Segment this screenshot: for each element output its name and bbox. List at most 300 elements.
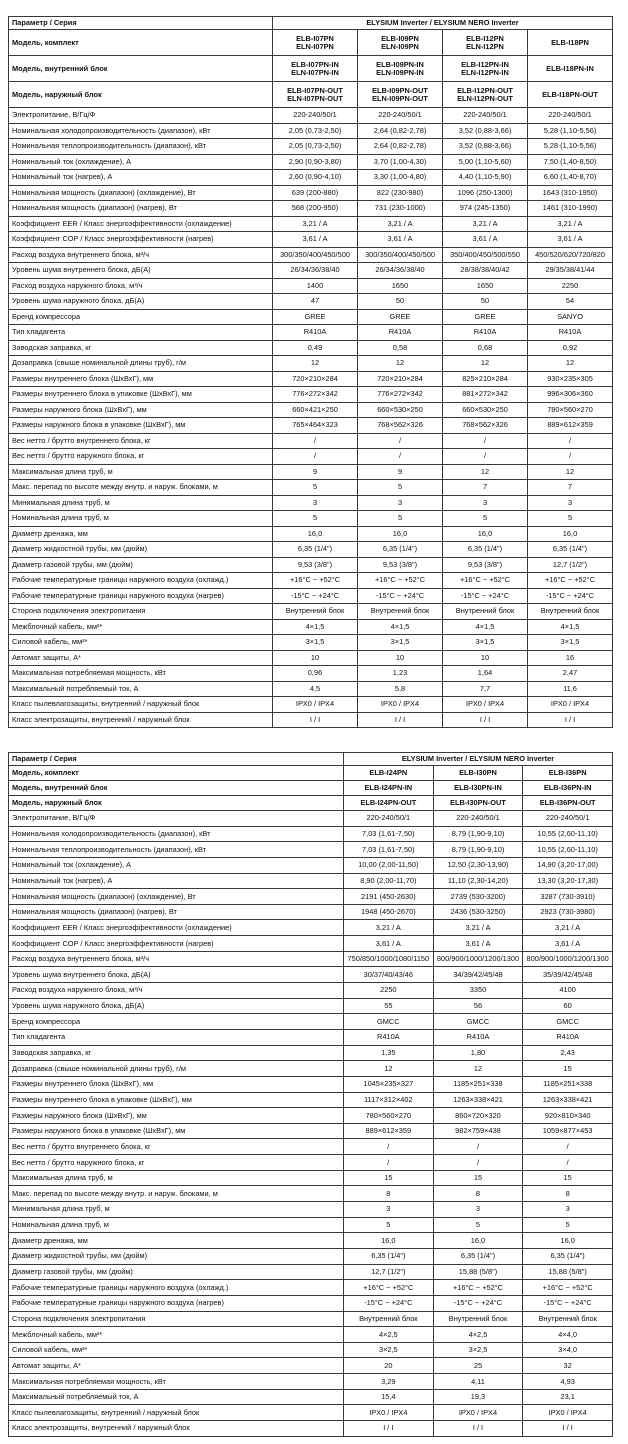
spec-value: 2,60 (0,90-4,10) xyxy=(273,170,358,186)
spec-value: 0,96 xyxy=(273,666,358,682)
spec-row xyxy=(9,1045,613,1061)
series-name: ELYSIUM Inverter / ELYSIUM NERO Inverter xyxy=(344,753,613,766)
spec-value: 2923 (730-3980) xyxy=(523,904,613,920)
spec-value: 56 xyxy=(433,998,523,1014)
spec-label: Силовой кабель, мм²* xyxy=(9,1342,344,1358)
spec-value: 60 xyxy=(523,998,613,1014)
spec-row xyxy=(9,1014,613,1030)
spec-value: 8 xyxy=(344,1186,434,1202)
spec-value: +16°C ~ +52°C xyxy=(273,573,358,589)
spec-value: 1045×235×327 xyxy=(344,1076,434,1092)
spec-value: 1059×877×453 xyxy=(523,1123,613,1139)
spec-label: Размеры наружного блока в упаковке (ШхВхГ), мм xyxy=(9,1123,344,1139)
spec-value: 10,55 (2,60-11,10) xyxy=(523,842,613,858)
spec-value: 2,05 (0,73-2,50) xyxy=(273,139,358,155)
model-header-row xyxy=(9,766,613,781)
spec-row xyxy=(9,216,613,232)
model-header-cell xyxy=(273,82,358,108)
spec-label: Размеры внутреннего блока (ШхВхГ), мм xyxy=(9,1076,344,1092)
spec-row xyxy=(9,371,613,387)
model-header-cell xyxy=(528,56,613,82)
spec-value: 12,7 (1/2") xyxy=(528,557,613,573)
spec-value: 1948 (450-2670) xyxy=(344,904,434,920)
spec-value: 2250 xyxy=(528,278,613,294)
spec-label: Тип хладагента xyxy=(9,1029,344,1045)
spec-value: SANYO xyxy=(528,309,613,325)
spec-value: 2,64 (0,82-2,78) xyxy=(358,139,443,155)
model-header-cell xyxy=(358,30,443,56)
spec-label: Размеры наружного блока (ШхВхГ), мм xyxy=(9,402,273,418)
model-header-row xyxy=(9,796,613,811)
spec-value: 3×4,0 xyxy=(523,1342,613,1358)
spec-value: -15°C ~ +24°C xyxy=(528,588,613,604)
spec-value: / xyxy=(443,449,528,465)
spec-value: 1263×338×421 xyxy=(433,1092,523,1108)
spec-value: 220-240/50/1 xyxy=(358,108,443,124)
spec-value: 6,60 (1,40-8,70) xyxy=(528,170,613,186)
spec-value: 6,35 (1/4") xyxy=(344,1248,434,1264)
spec-value: 3×2,5 xyxy=(344,1342,434,1358)
model-name: ELB-I09PN-IN xyxy=(376,59,424,69)
spec-row xyxy=(9,842,613,858)
spec-value: 800/900/1000/1200/1300 xyxy=(523,951,613,967)
spec-value: 3 xyxy=(443,495,528,511)
spec-value: R410A xyxy=(443,325,528,341)
spec-label: Минимальная длина труб, м xyxy=(9,495,273,511)
spec-row xyxy=(9,1358,613,1374)
model-name: ELB-I18PN xyxy=(551,37,589,47)
spec-value: 300/350/400/450/500 xyxy=(358,247,443,263)
model-header-label: Модель, наружный блок xyxy=(9,82,273,108)
spec-row xyxy=(9,1092,613,1108)
spec-value: 2191 (450-2630) xyxy=(344,889,434,905)
spec-value: 1643 (310-1950) xyxy=(528,185,613,201)
spec-row xyxy=(9,1108,613,1124)
spec-row xyxy=(9,1327,613,1343)
spec-value: 13,30 (3,20-17,30) xyxy=(523,873,613,889)
spec-value: 26/34/36/38/40 xyxy=(273,263,358,279)
spec-row xyxy=(9,1264,613,1280)
spec-value: 768×562×326 xyxy=(358,418,443,434)
spec-row xyxy=(9,904,613,920)
spec-value: 3×2,5 xyxy=(433,1342,523,1358)
spec-value: 568 (200-950) xyxy=(273,201,358,217)
model-name: ELB-I36PN-IN xyxy=(543,783,592,793)
spec-value: 450/520/620/720/820 xyxy=(528,247,613,263)
spec-value: 3 xyxy=(358,495,443,511)
spec-label: Класс электрозащиты, внутренний / наружный блок xyxy=(9,712,273,728)
spec-value: GMCC xyxy=(344,1014,434,1030)
spec-value: 10 xyxy=(443,650,528,666)
spec-value: 3×1,5 xyxy=(443,635,528,651)
spec-value: 8,79 (1,90-9,10) xyxy=(433,842,523,858)
spec-label: Уровень шума наружного блока, дБ(А) xyxy=(9,998,344,1014)
spec-label: Номинальная мощность (диапазон) (охлаждение), Вт xyxy=(9,889,344,905)
spec-label: Размеры внутреннего блока (ШхВхГ), мм xyxy=(9,371,273,387)
spec-value: 7,03 (1,61-7,50) xyxy=(344,842,434,858)
spec-value: Внутренний блок xyxy=(273,604,358,620)
model-header-cell xyxy=(523,781,613,796)
spec-row xyxy=(9,201,613,217)
spec-label: Межблочный кабель, мм²* xyxy=(9,619,273,635)
model-name: ELB-I30PN xyxy=(459,768,497,778)
spec-value: 9,53 (3/8") xyxy=(358,557,443,573)
spec-table-2-body xyxy=(9,753,613,1437)
spec-value: 3×1,5 xyxy=(273,635,358,651)
spec-row xyxy=(9,1280,613,1296)
spec-value: 780×560×270 xyxy=(344,1108,434,1124)
spec-value: 54 xyxy=(528,294,613,310)
model-name: ELB-I36PN xyxy=(548,768,587,778)
spec-row xyxy=(9,697,613,713)
spec-row xyxy=(9,1295,613,1311)
spec-row xyxy=(9,1233,613,1249)
spec-value: 12 xyxy=(443,464,528,480)
spec-value: 881×272×342 xyxy=(443,387,528,403)
spec-value: 4×4,0 xyxy=(523,1327,613,1343)
spec-label: Максимальный потребляемый ток, А xyxy=(9,681,273,697)
spec-label: Диаметр жидкостной трубы, мм (дюйм) xyxy=(9,542,273,558)
spec-value: 15 xyxy=(523,1170,613,1186)
spec-label: Коэффициент EER / Класс энергоэффективности (охлаждение) xyxy=(9,216,273,232)
spec-value: 220-240/50/1 xyxy=(528,108,613,124)
model-name: ELB-I12PN-IN xyxy=(461,59,509,69)
spec-label: Номинальная мощность (диапазон) (охлаждение), Вт xyxy=(9,185,273,201)
spec-value: / xyxy=(273,449,358,465)
spec-value: 889×612×359 xyxy=(528,418,613,434)
spec-value: 6,35 (1/4") xyxy=(528,542,613,558)
spec-value: 996×306×360 xyxy=(528,387,613,403)
spec-value: 6,35 (1/4") xyxy=(523,1248,613,1264)
spec-row xyxy=(9,1029,613,1045)
spec-value: 34/39/42/45/48 xyxy=(433,967,523,983)
model-name: ELB-I24PN-IN xyxy=(364,783,413,793)
spec-value: / xyxy=(523,1155,613,1171)
spec-value: 3,61 / A xyxy=(443,232,528,248)
spec-row xyxy=(9,464,613,480)
spec-value: 860×720×320 xyxy=(433,1108,523,1124)
spec-value: 5 xyxy=(443,511,528,527)
spec-value: 822 (230-980) xyxy=(358,185,443,201)
model-name: ELB-I24PN-OUT xyxy=(360,798,417,808)
spec-value: 4×1,5 xyxy=(273,619,358,635)
spec-value: 0,68 xyxy=(443,340,528,356)
spec-value: I / I xyxy=(344,1420,434,1436)
model-header-cell xyxy=(433,781,523,796)
spec-label: Минимальная длина труб, м xyxy=(9,1202,344,1218)
spec-value: 3,70 (1,00-4,30) xyxy=(358,154,443,170)
spec-value: 3 xyxy=(433,1202,523,1218)
spec-label: Номинальная теплопроизводительность (диапазон), кВт xyxy=(9,139,273,155)
spec-row xyxy=(9,635,613,651)
spec-value: 776×272×342 xyxy=(273,387,358,403)
spec-value: 1,80 xyxy=(433,1045,523,1061)
spec-value: Внутренний блок xyxy=(358,604,443,620)
model-name: ELB-I12PN xyxy=(466,33,504,43)
spec-value: 4,5 xyxy=(273,681,358,697)
spec-row xyxy=(9,1342,613,1358)
spec-row xyxy=(9,1123,613,1139)
spec-row xyxy=(9,811,613,827)
model-name: ELN-I07PN xyxy=(296,41,334,51)
spec-value: 5,28 (1,10-5,56) xyxy=(528,139,613,155)
spec-value: / xyxy=(358,433,443,449)
spec-row xyxy=(9,123,613,139)
spec-label: Макс. перепад по высоте между внутр. и наруж. блоками, м xyxy=(9,1186,344,1202)
spec-value: IPX0 / IPX4 xyxy=(344,1405,434,1421)
spec-value: 220-240/50/1 xyxy=(433,811,523,827)
spec-value: IPX0 / IPX4 xyxy=(273,697,358,713)
spec-value: +16°C ~ +52°C xyxy=(433,1280,523,1296)
spec-value: 11,10 (2,30-14,20) xyxy=(433,873,523,889)
spec-value: 12,50 (2,30-13,90) xyxy=(433,857,523,873)
spec-value: 12 xyxy=(344,1061,434,1077)
spec-label: Вес нетто / брутто внутреннего блока, кг xyxy=(9,433,273,449)
spec-row xyxy=(9,1389,613,1405)
series-label: Параметр / Серия xyxy=(9,753,344,766)
spec-value: 15 xyxy=(433,1170,523,1186)
spec-row xyxy=(9,418,613,434)
spec-value: 1185×251×338 xyxy=(433,1076,523,1092)
spec-value: 982×759×438 xyxy=(433,1123,523,1139)
spec-value: 1650 xyxy=(443,278,528,294)
spec-value: 16,0 xyxy=(528,526,613,542)
model-header-cell xyxy=(443,56,528,82)
spec-value: 1,64 xyxy=(443,666,528,682)
spec-value: 26/34/36/38/40 xyxy=(358,263,443,279)
spec-row xyxy=(9,170,613,186)
spec-value: 16,0 xyxy=(273,526,358,542)
spec-value: 10 xyxy=(273,650,358,666)
spec-label: Дозаправка (свыше номинальной длины труб), г/м xyxy=(9,356,273,372)
model-name: ELB-I12PN-OUT xyxy=(457,85,513,95)
spec-label: Диаметр газовой трубы, мм (дюйм) xyxy=(9,1264,344,1280)
model-name: ELN-I07PN-OUT xyxy=(287,93,343,103)
spec-label: Уровень шума внутреннего блока, дБ(А) xyxy=(9,967,344,983)
spec-value: 0,58 xyxy=(358,340,443,356)
spec-value: 10,00 (2,00-11,50) xyxy=(344,857,434,873)
spec-value: 720×210×284 xyxy=(358,371,443,387)
spec-value: 1,23 xyxy=(358,666,443,682)
spec-value: / xyxy=(528,433,613,449)
spec-value: -15°C ~ +24°C xyxy=(523,1295,613,1311)
spec-value: 889×612×359 xyxy=(344,1123,434,1139)
spec-value: -15°C ~ +24°C xyxy=(433,1295,523,1311)
model-name: ELB-I07PN xyxy=(296,33,334,43)
spec-value: 9 xyxy=(273,464,358,480)
spec-row xyxy=(9,1374,613,1390)
spec-value: 5 xyxy=(358,511,443,527)
spec-value: I / I xyxy=(433,1420,523,1436)
spec-value: IPX0 / IPX4 xyxy=(358,697,443,713)
spec-value: 29/35/38/41/44 xyxy=(528,263,613,279)
model-header-row xyxy=(9,56,613,82)
spec-label: Размеры внутреннего блока в упаковке (ШхВхГ), мм xyxy=(9,387,273,403)
spec-label: Номинальная длина труб, м xyxy=(9,511,273,527)
spec-value: 25 xyxy=(433,1358,523,1374)
spec-value: IPX0 / IPX4 xyxy=(528,697,613,713)
model-header-cell xyxy=(358,82,443,108)
spec-row xyxy=(9,681,613,697)
spec-value: 15 xyxy=(344,1170,434,1186)
spec-value: 3,30 (1,00-4,80) xyxy=(358,170,443,186)
spec-value: 12,7 (1/2") xyxy=(344,1264,434,1280)
spec-value: 5 xyxy=(273,511,358,527)
spec-value: 2,64 (0,82-2,78) xyxy=(358,123,443,139)
series-row xyxy=(9,753,613,766)
model-header-row xyxy=(9,781,613,796)
spec-value: 20 xyxy=(344,1358,434,1374)
spec-value: 12 xyxy=(358,356,443,372)
spec-value: 7 xyxy=(443,480,528,496)
spec-value: 12 xyxy=(433,1061,523,1077)
spec-value: R410A xyxy=(523,1029,613,1045)
spec-value: 28/38/38/40/42 xyxy=(443,263,528,279)
spec-value: Внутренний блок xyxy=(344,1311,434,1327)
model-header-cell xyxy=(523,766,613,781)
spec-value: 2,05 (0,73-2,50) xyxy=(273,123,358,139)
spec-row xyxy=(9,480,613,496)
model-name: ELN-I09PN-OUT xyxy=(372,93,428,103)
spec-value: 8 xyxy=(433,1186,523,1202)
spec-row xyxy=(9,356,613,372)
model-header-cell xyxy=(443,82,528,108)
spec-value: 3,21 / A xyxy=(523,920,613,936)
spec-row xyxy=(9,1217,613,1233)
spec-value: 1,35 xyxy=(344,1045,434,1061)
spec-value: -15°C ~ +24°C xyxy=(358,588,443,604)
spec-value: 6,35 (1/4") xyxy=(443,542,528,558)
spec-value: -15°C ~ +24°C xyxy=(273,588,358,604)
spec-value: 0,49 xyxy=(273,340,358,356)
spec-row xyxy=(9,526,613,542)
model-header-cell xyxy=(273,30,358,56)
spec-value: Внутренний блок xyxy=(523,1311,613,1327)
spec-value: 14,90 (3,20-17,00) xyxy=(523,857,613,873)
spec-value: / xyxy=(443,433,528,449)
spec-value: 12 xyxy=(273,356,358,372)
spec-label: Уровень шума внутреннего блока, дБ(А) xyxy=(9,263,273,279)
spec-row xyxy=(9,247,613,263)
spec-value: 5,00 (1,10-5,60) xyxy=(443,154,528,170)
spec-value: 8,90 (2,00-11,70) xyxy=(344,873,434,889)
spec-value: 2,47 xyxy=(528,666,613,682)
model-name: ELB-I24PN xyxy=(369,768,408,778)
spec-value: 4,11 xyxy=(433,1374,523,1390)
spec-value: 11,6 xyxy=(528,681,613,697)
spec-label: Номинальная холодопроизводительность (диапазон), кВт xyxy=(9,123,273,139)
spec-row xyxy=(9,920,613,936)
spec-label: Диаметр жидкостной трубы, мм (дюйм) xyxy=(9,1248,344,1264)
spec-row xyxy=(9,889,613,905)
spec-label: Номинальная длина труб, м xyxy=(9,1217,344,1233)
spec-value: 3,21 / A xyxy=(344,920,434,936)
spec-label: Расход воздуха наружного блока, м³/ч xyxy=(9,278,273,294)
spec-row xyxy=(9,650,613,666)
spec-value: 300/350/400/450/500 xyxy=(273,247,358,263)
spec-value: 2436 (530-3250) xyxy=(433,904,523,920)
spec-row xyxy=(9,998,613,1014)
spec-label: Уровень шума наружного блока, дБ(А) xyxy=(9,294,273,310)
spec-value: 12 xyxy=(528,356,613,372)
spec-value: 16,0 xyxy=(443,526,528,542)
spec-row xyxy=(9,619,613,635)
spec-value: 3,61 / A xyxy=(273,232,358,248)
spec-value: +16°C ~ +52°C xyxy=(443,573,528,589)
spec-value: 220-240/50/1 xyxy=(344,811,434,827)
spec-label: Расход воздуха наружного блока, м³/ч xyxy=(9,983,344,999)
spec-value: 3,21 / A xyxy=(273,216,358,232)
spec-label: Заводская заправка, кг xyxy=(9,1045,344,1061)
spec-value: 220-240/50/1 xyxy=(523,811,613,827)
model-header-cell xyxy=(523,796,613,811)
spec-value: 15,4 xyxy=(344,1389,434,1405)
spec-row xyxy=(9,263,613,279)
spec-value: 4×1,5 xyxy=(443,619,528,635)
spec-label: Номинальная холодопроизводительность (диапазон), кВт xyxy=(9,826,344,842)
spec-label: Электропитание, В/Гц/Ф xyxy=(9,108,273,124)
spec-label: Сторона подключения электропитания xyxy=(9,604,273,620)
spec-value: 4×2,5 xyxy=(344,1327,434,1343)
spec-value: 4×1,5 xyxy=(528,619,613,635)
spec-value: 7,03 (1,61-7,50) xyxy=(344,826,434,842)
spec-value: 1096 (250-1300) xyxy=(443,185,528,201)
model-name: ELB-I07PN-IN xyxy=(291,59,339,69)
spec-row xyxy=(9,542,613,558)
spec-row xyxy=(9,588,613,604)
spec-value: 930×235×305 xyxy=(528,371,613,387)
spec-value: 4100 xyxy=(523,983,613,999)
spec-value: 660×421×250 xyxy=(273,402,358,418)
spec-label: Номинальный ток (охлаждение), А xyxy=(9,857,344,873)
spec-row xyxy=(9,139,613,155)
series-name: ELYSIUM Inverter / ELYSIUM NERO Inverter xyxy=(273,17,613,30)
spec-value: 1400 xyxy=(273,278,358,294)
spec-value: 920×810×340 xyxy=(523,1108,613,1124)
spec-value: 220-240/50/1 xyxy=(273,108,358,124)
spec-row xyxy=(9,604,613,620)
spec-value: 1263×338×421 xyxy=(523,1092,613,1108)
spec-label: Вес нетто / брутто наружного блока, кг xyxy=(9,1155,344,1171)
spec-row xyxy=(9,1420,613,1436)
spec-row xyxy=(9,666,613,682)
spec-value: 800/900/1000/1200/1300 xyxy=(433,951,523,967)
spec-label: Класс электрозащиты, внутренний / наружный блок xyxy=(9,1420,344,1436)
spec-value: 3 xyxy=(344,1202,434,1218)
spec-table-2 xyxy=(8,752,613,1437)
spec-value: 50 xyxy=(358,294,443,310)
spec-value: R410A xyxy=(358,325,443,341)
spec-value: GREE xyxy=(443,309,528,325)
spec-value: 2,43 xyxy=(523,1045,613,1061)
spec-label: Номинальная теплопроизводительность (диапазон), кВт xyxy=(9,842,344,858)
spec-value: Внутренний блок xyxy=(528,604,613,620)
spec-value: 5,8 xyxy=(358,681,443,697)
spec-row xyxy=(9,1186,613,1202)
spec-value: 7 xyxy=(528,480,613,496)
spec-label: Размеры внутреннего блока в упаковке (ШхВхГ), мм xyxy=(9,1092,344,1108)
spec-value: 3 xyxy=(273,495,358,511)
spec-row xyxy=(9,309,613,325)
spec-value: 660×530×250 xyxy=(443,402,528,418)
spec-label: Класс пылевлагозащиты, внутренний / наружный блок xyxy=(9,1405,344,1421)
spec-value: / xyxy=(273,433,358,449)
spec-value: / xyxy=(523,1139,613,1155)
spec-value: R410A xyxy=(344,1029,434,1045)
spec-value: 47 xyxy=(273,294,358,310)
spec-value: 3287 (730-3910) xyxy=(523,889,613,905)
spec-label: Размеры наружного блока в упаковке (ШхВхГ), мм xyxy=(9,418,273,434)
